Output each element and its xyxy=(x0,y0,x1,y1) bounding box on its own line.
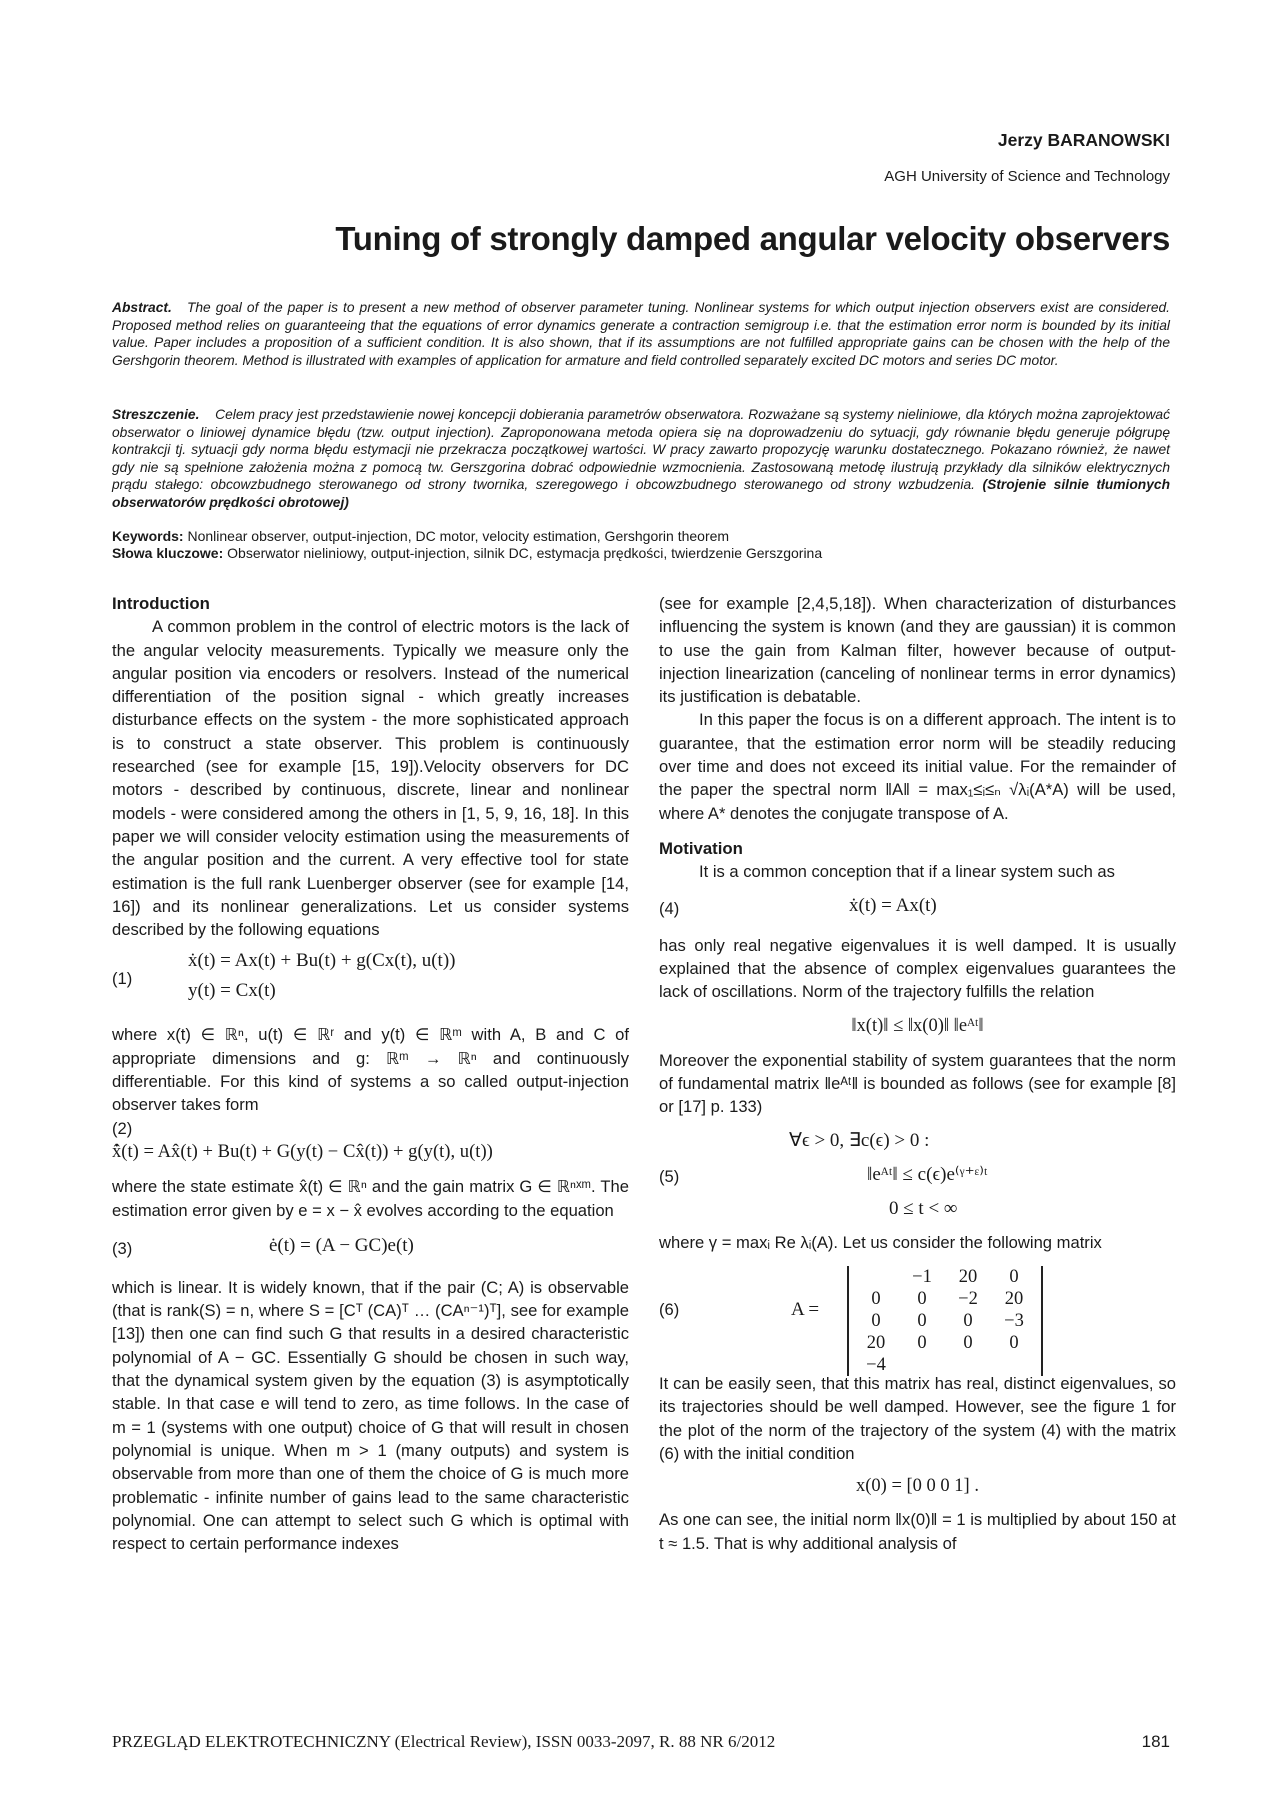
matrix-cell: 0 xyxy=(963,1310,973,1331)
streszczenie-text: Celem pracy jest przedstawienie nowej koncepcji dobierania parametrów obserwatora. Rozważane są systemy nieliniowe, dla których można zaprojektować obserwator o liniowej dynamice błędu (tzw. output injection). Zaproponowana metoda opiera się na doprowadzeniu do sytuacji, gdy równanie błędu generuje półgrupę kontrakcji tj. sytuacji gdy norma błędu estymacji nie przekracza początkowej wartości. W pracy zawarto propozycję warunku dostatecznego. Pokazano również, że nawet gdy nie są spełnione założenia można z pomocą tw. Gerszgorina dobrać odpowiednie wzmocnienia. Zastosowaną metodę ilustrują przykłady dla silników elektrycznych prądu stałego: obcowzbudnego sterowanego od strony twornika, szeregowego i obcowzbudnego sterowanego od strony wzbudzenia. xyxy=(112,407,1170,492)
equation-number: (6) xyxy=(659,1299,680,1319)
paragraph: has only real negative eigenvalues it is well damped. It is usually explained that the absence of complex eigenvalues guarantees the lack of oscillations. Norm of the trajectory fulfills the relation xyxy=(659,935,1176,1002)
equation-4 xyxy=(659,894,1176,924)
paper-title: Tuning of strongly damped angular velocity observers xyxy=(335,220,1170,257)
matrix-cell: 0 xyxy=(963,1332,973,1353)
equation-line: ‖eᴬᵗ‖ ≤ c(ϵ)e⁽ᵞ⁺ᵋ⁾ᵗ xyxy=(867,1163,988,1185)
keywords-polish xyxy=(112,545,1170,563)
matrix-cell: 0 xyxy=(1009,1266,1019,1287)
abstract-text: The goal of the paper is to present a new method of observer parameter tuning. Nonlinear systems for which output injection observers exist are considered. Proposed method relies on guaranteeing that the equations of error dynamics generate a contraction semigroup i.e. that the estimation error norm is bounded by its initial value. Paper includes a proposition of a sufficient condition. It is also shown, that if its assumptions are not fulfilled appropriate gains can be chosen with the help of the Gershgorin theorem. Method is illustrated with examples of application for armature and field controlled separately excited DC motors and series DC motor. xyxy=(112,300,1171,368)
matrix-cell: 0 xyxy=(917,1288,927,1309)
matrix-cell: 0 xyxy=(871,1310,881,1331)
matrix-cell: −3 xyxy=(1004,1310,1024,1331)
paragraph: As one can see, the initial norm ‖x(0)‖ = 1 is multiplied by about 150 at t ≈ 1.5. That is why additional analysis of xyxy=(659,1510,1176,1553)
equation-number: (1) xyxy=(112,969,133,989)
streszczenie-label: Streszczenie. xyxy=(112,407,200,422)
keywords-pl-label: Słowa kluczowe: xyxy=(112,545,224,561)
equation-norm: ‖x(t)‖ ≤ ‖x(0)‖ ‖eᴬᵗ‖ xyxy=(851,1016,984,1037)
paragraph: It is a common conception that if a linear system such as xyxy=(699,862,1115,882)
matrix-cell: 0 xyxy=(917,1310,927,1331)
matrix-cell: 0 xyxy=(871,1288,881,1309)
matrix-cell: 0 xyxy=(917,1332,927,1353)
equation-initial-condition: x(0) = [0 0 0 1] . xyxy=(856,1476,979,1497)
equation-6 xyxy=(659,1260,1176,1375)
section-heading-motivation: Motivation xyxy=(659,838,743,858)
intro-paragraph: A common problem in the control of electric motors is the lack of the angular velocity measurements. Typically we measure only the angular position via encoders or resolvers. Instead of the numerical differentiation of the position signal - which greatly increases disturbance effects on the system - the more sophisticated approach is to construct a state observer. This problem is continuously researched (see for example [15, 19]).Velocity observers for DC motors - described by continuous, discrete, linear and nonlinear models - were considered among the others in [1, 5, 9, 16, 18]. In this paper we will consider velocity estimation using the measurements of the angular position and the current. A very effective tool for state estimation is the full rank Luenberger observer (see for example [14, 16]) and its nonlinear generalizations. Let us consider systems described by the following equations xyxy=(112,617,629,940)
equation-3 xyxy=(112,1234,629,1264)
keywords-pl-text: Obserwator nieliniowy, output-injection, silnik DC, estymacja prędkości, twierdzenie Gerszgorina xyxy=(227,545,823,561)
equation-line: ẋ(t) = Ax(t) + Bu(t) + g(Cx(t), u(t)) xyxy=(188,950,456,972)
abstract xyxy=(112,299,1170,369)
paragraph: In this paper the focus is on a different approach. The intent is to guarantee, that the estimation error norm will be steadily reducing over time and does not exceed its initial value. For the remainder of the paper the spectral norm ‖A‖ = max₁≤ᵢ≤ₙ √λᵢ(A*A) will be used, where A* denotes the conjugate transpose of A. xyxy=(659,710,1176,823)
matrix-cell: 20 xyxy=(1004,1288,1024,1309)
paragraph: where the state estimate x̂(t) ∈ ℝⁿ and the gain matrix G ∈ ℝⁿˣᵐ. The estimation error given by e = x − x̂ evolves according to the equation xyxy=(112,1177,629,1220)
equation-line: ∀ϵ > 0, ∃c(ϵ) > 0 : xyxy=(789,1129,930,1151)
equation-number: (5) xyxy=(659,1166,680,1186)
paragraph: It can be easily seen, that this matrix has real, distinct eigenvalues, so its trajectories should be well damped. However, see the figure 1 for the plot of the norm of the trajectory of the system (4) with the matrix (6) with the initial condition xyxy=(659,1373,1176,1463)
right-column xyxy=(659,592,1176,1555)
equation-number: (3) xyxy=(112,1238,133,1258)
equation-2: x̂̇(t) = Ax̂(t) + Bu(t) + G(y(t) − Cx̂(t)) + g(y(t), u(t)) xyxy=(112,1140,493,1162)
author-affiliation: AGH University of Science and Technology xyxy=(884,168,1170,185)
author-name: Jerzy BARANOWSKI xyxy=(997,130,1170,150)
streszczenie xyxy=(112,406,1170,511)
equation-number: (4) xyxy=(659,898,680,918)
equation-lhs: A = xyxy=(791,1298,820,1320)
abstract-label: Abstract. xyxy=(112,300,172,315)
polish-title: (Strojenie silnie tłumionych obserwatorów prędkości obrotowej) xyxy=(112,477,1171,510)
matrix-A xyxy=(847,1266,1043,1376)
keywords-label: Keywords: xyxy=(112,528,184,544)
keywords xyxy=(112,528,1170,546)
equation-5 xyxy=(659,1129,1176,1225)
equation-line: y(t) = Cx(t) xyxy=(188,980,276,1002)
paragraph: which is linear. It is widely known, that if the pair (C; A) is observable (that is rank(S) = n, where S = [Cᵀ (CA)ᵀ … (CAⁿ⁻¹)ᵀ], see for example [13]) then one can find such G that results in a desired characteristic polynomial of A − GC. Essentially G should be chosen in such way, that the dynamical system given by the equation (3) is asymptotically stable. In that case e will tend to zero, as time follows. In the case of m = 1 (systems with one output) choice of G that will result in chosen polynomial is unique. When m > 1 (many outputs) and system is observable from more than one of them the choice of G is much more problematic - infinite number of gains lead to the same characteristic polynomial. One can attempt to select such G which is optimal with respect to certain performance indexes xyxy=(112,1277,629,1554)
equation-line: ė(t) = (A − GC)e(t) xyxy=(269,1234,414,1256)
matrix-cell: 20 xyxy=(866,1332,886,1353)
equation-line: ẋ(t) = Ax(t) xyxy=(849,894,937,916)
section-heading-introduction: Introduction xyxy=(112,594,210,613)
paragraph: where γ = maxᵢ Re λᵢ(A). Let us consider the following matrix xyxy=(659,1232,1102,1252)
matrix-cell: −4 xyxy=(866,1354,886,1375)
equation-line: 0 ≤ t < ∞ xyxy=(889,1197,958,1219)
matrix-cell: −2 xyxy=(958,1288,978,1309)
journal-footer: PRZEGLĄD ELEKTROTECHNICZNY (Electrical Review), ISSN 0033-2097, R. 88 NR 6/2012 xyxy=(112,1732,776,1751)
equation-1 xyxy=(112,949,629,1011)
matrix-cell: 0 xyxy=(1009,1332,1019,1353)
matrix-cell: −1 xyxy=(912,1266,932,1287)
keywords-text: Nonlinear observer, output-injection, DC motor, velocity estimation, Gershgorin theorem xyxy=(187,528,730,544)
paragraph: Moreover the exponential stability of system guarantees that the norm of fundamental matrix ‖eᴬᵗ‖ is bounded as follows (see for example [8] or [17] p. 133) xyxy=(659,1050,1176,1117)
matrix-cell: 20 xyxy=(958,1266,978,1287)
left-column xyxy=(112,592,629,1555)
paragraph: where x(t) ∈ ℝⁿ, u(t) ∈ ℝʳ and y(t) ∈ ℝᵐ with A, B and C of appropriate dimensions and g: ℝᵐ → ℝⁿ and continuously differentiable. For this kind of systems a so called output-injection observer takes form xyxy=(112,1025,629,1115)
equation-number: (2) xyxy=(112,1118,133,1138)
paragraph: (see for example [2,4,5,18]). When characterization of disturbances influencing the system is known (and they are gaussian) it is common to use the gain from Kalman filter, however because of output-injection linearization (canceling of nonlinear terms in error dynamics) its justification is debatable. xyxy=(659,594,1176,707)
page-number: 181 xyxy=(1141,1732,1170,1751)
